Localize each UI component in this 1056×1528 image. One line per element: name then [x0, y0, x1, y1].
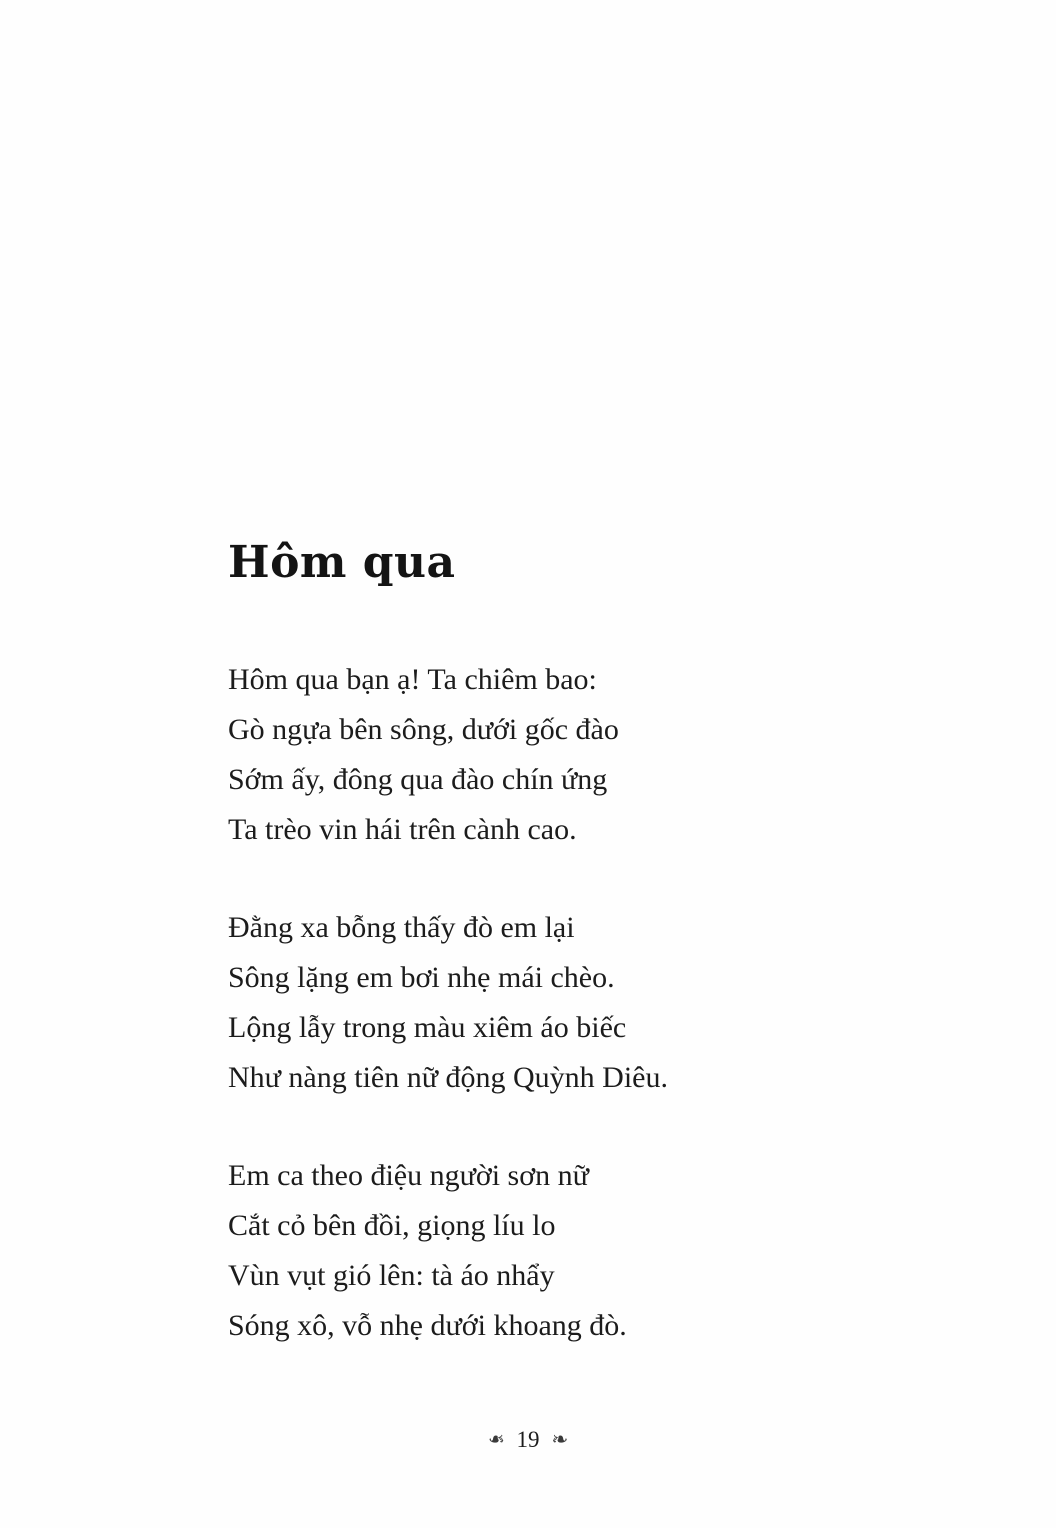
verse-line: Lộng lẫy trong màu xiêm áo biếc [228, 1011, 627, 1044]
page-number: 19 [516, 1427, 540, 1452]
floral-ornament-icon: ❧ [487, 1428, 505, 1451]
verse-line: Sớm ấy, đông qua đào chín ứng [228, 763, 608, 796]
verse-line: Như nàng tiên nữ động Quỳnh Diêu. [228, 1061, 668, 1094]
verse-line: Sóng xô, vỗ nhẹ dưới khoang đò. [228, 1309, 627, 1342]
page-title: Hôm qua [228, 537, 456, 589]
verse-line: Em ca theo điệu người sơn nữ [228, 1159, 589, 1192]
verse-line: Cắt cỏ bên đồi, giọng líu lo [228, 1209, 556, 1242]
verse-line: Đằng xa bỗng thấy đò em lại [228, 911, 575, 944]
verse-line: Gò ngựa bên sông, dưới gốc đào [228, 713, 619, 746]
verse-line: Sông lặng em bơi nhẹ mái chèo. [228, 961, 615, 994]
stanza [228, 1151, 868, 1351]
floral-ornament-icon: ❧ [551, 1428, 569, 1451]
stanza [228, 903, 868, 1103]
verse-line: Vùn vụt gió lên: tà áo nhẩy [228, 1259, 555, 1292]
stanza [228, 655, 868, 855]
poem-body [228, 655, 868, 1351]
verse-line: Hôm qua bạn ạ! Ta chiêm bao: [228, 663, 597, 696]
page-footer [0, 1428, 1056, 1451]
verse-line: Ta trèo vin hái trên cành cao. [228, 813, 577, 846]
